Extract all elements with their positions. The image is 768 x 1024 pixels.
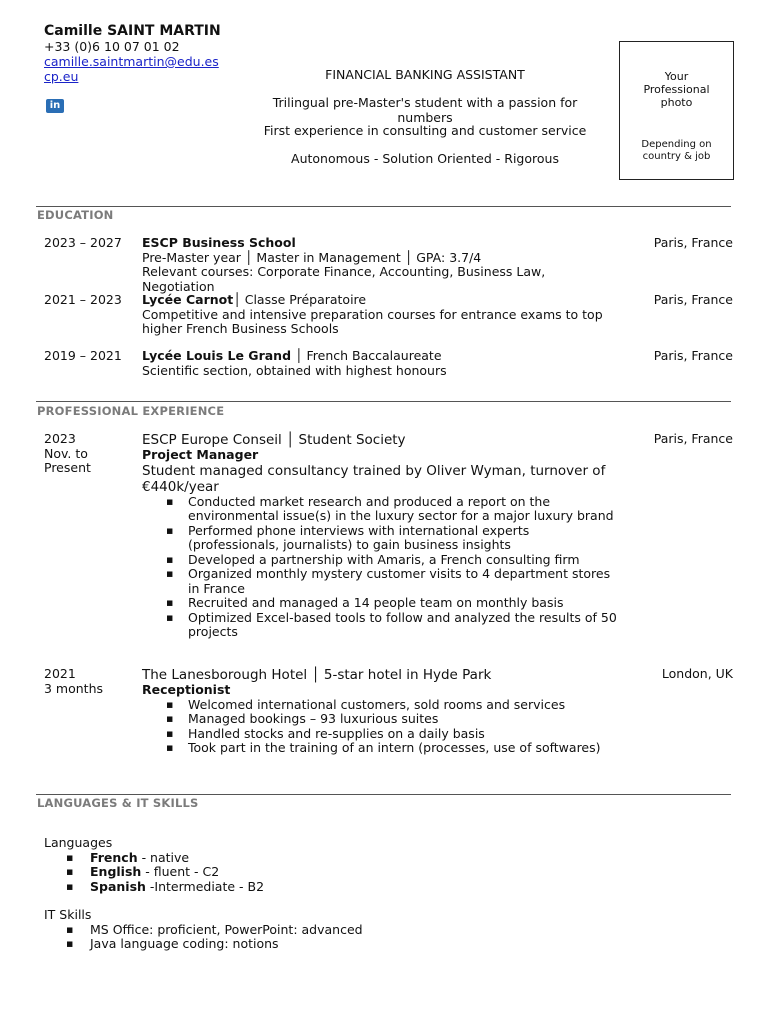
job-bullets (142, 495, 620, 640)
job-bullets (142, 698, 620, 756)
job-date: 2021 (44, 666, 76, 681)
edu-line: Relevant courses: Corporate Finance, Accounting, Business Law, Negotiation (142, 264, 546, 294)
languages-list (44, 851, 544, 895)
list-item (44, 851, 544, 866)
section-divider (36, 206, 731, 207)
edu-line: Scientific section, obtained with highest honours (142, 362, 447, 378)
job-date: 3 months (44, 680, 104, 696)
job-entry (142, 667, 620, 756)
it-skills-block (44, 908, 544, 952)
language-name: English (90, 864, 142, 879)
edu-location: Paris, France (653, 235, 733, 250)
list-item: ▪ Developed a partnership with Amaris, a French consulting firm (142, 553, 620, 568)
list-item (44, 880, 544, 895)
list-item: ▪ Optimized Excel-based tools to follow and analyzed the results of 50 projects (142, 611, 620, 640)
list-item: ▪ MS Office: proficient, PowerPoint: advanced (44, 923, 544, 938)
list-item: ▪ Recruited and managed a 14 people team on monthly basis (142, 596, 620, 611)
list-item: ▪ Managed bookings – 93 luxurious suites (142, 712, 620, 727)
edu-dates: 2023 – 2027 (44, 235, 122, 250)
edu-degree: │ Classe Préparatoire (233, 292, 367, 307)
job-location: Paris, France (653, 431, 733, 446)
job-entry (142, 432, 620, 640)
job-org: ESCP Europe Conseil │ Student Society (142, 432, 406, 448)
edu-line: higher French Business Schools (142, 321, 339, 336)
list-item: ▪ Java language coding: notions (44, 937, 544, 952)
tagline-1: Trilingual pre-Master's student with a passion for numbers (272, 95, 578, 125)
edu-school: Lycée Louis Le Grand (142, 348, 292, 363)
it-skills-list (44, 923, 544, 952)
languages-label: Languages (44, 835, 113, 850)
it-skills-label: IT Skills (44, 907, 92, 922)
edu-location: Paris, France (653, 348, 733, 363)
edu-line: Competitive and intensive preparation courses for entrance exams to top (142, 306, 603, 322)
job-org: The Lanesborough Hotel │ 5-star hotel in Hyde Park (142, 667, 492, 683)
list-item: ▪ Organized monthly mystery customer visits to 4 department stores in France (142, 567, 620, 596)
edu-dates: 2021 – 2023 (44, 292, 122, 307)
job-title: FINANCIAL BANKING ASSISTANT (325, 67, 525, 82)
photo-note: Depending on country & job (641, 139, 712, 162)
photo-placeholder (619, 41, 734, 180)
language-level: - fluent - C2 (141, 864, 220, 879)
edu-dates: 2019 – 2021 (44, 348, 122, 363)
qualities: Autonomous - Solution Oriented - Rigorous (291, 151, 559, 166)
language-level: - native (137, 849, 190, 865)
list-item: ▪ Conducted market research and produced a report on the environmental issue(s) in the luxury sector for a major luxury brand (142, 495, 620, 524)
edu-degree: │ French Baccalaureate (291, 348, 442, 363)
section-divider (36, 401, 731, 402)
language-level: -Intermediate - B2 (145, 878, 265, 894)
list-item: ▪ Took part in the training of an intern (processes, use of softwares) (142, 741, 620, 756)
edu-entry (142, 236, 612, 294)
photo-text: Your Professional photo (643, 70, 710, 109)
email-link[interactable] (44, 55, 219, 84)
edu-line: Pre-Master year │ Master in Management │ GPA: 3.7/4 (142, 249, 482, 265)
email-line-1[interactable]: camille.saintmartin@edu.es (44, 54, 219, 69)
list-item: ▪ Welcomed international customers, sold rooms and services (142, 698, 620, 713)
skills-heading: LANGUAGES & IT SKILLS (37, 796, 199, 810)
language-name: Spanish (90, 878, 146, 894)
job-date: Present (44, 460, 91, 475)
languages-block (44, 836, 544, 894)
list-item: ▪ Performed phone interviews with international experts (professionals, journalists) to gain business insights (142, 524, 620, 553)
edu-school: Lycée Carnot (142, 292, 234, 307)
job-dates (44, 432, 91, 476)
linkedin-icon[interactable]: in (46, 99, 64, 113)
phone-number: +33 (0)6 10 07 01 02 (44, 39, 180, 54)
language-name: French (90, 849, 138, 865)
job-date: 2023 (44, 431, 76, 446)
edu-entry (142, 293, 612, 337)
job-role: Receptionist (142, 682, 231, 697)
email-line-2[interactable]: cp.eu (44, 68, 79, 84)
job-summary: Student managed consultancy trained by Oliver Wyman, turnover of €440k/year (142, 462, 606, 495)
section-divider (36, 794, 731, 795)
candidate-name: Camille SAINT MARTIN (44, 23, 221, 39)
job-date: Nov. to (44, 445, 88, 461)
job-role: Project Manager (142, 447, 259, 462)
tagline-2: First experience in consulting and customer service (263, 123, 587, 138)
edu-location: Paris, France (653, 292, 733, 307)
job-dates (44, 667, 103, 696)
edu-entry (142, 349, 612, 378)
education-heading: EDUCATION (37, 208, 114, 222)
list-item (44, 865, 544, 880)
job-location: London, UK (661, 666, 733, 681)
list-item: ▪ Handled stocks and re-supplies on a daily basis (142, 727, 620, 742)
experience-heading: PROFESSIONAL EXPERIENCE (37, 404, 225, 418)
edu-school: ESCP Business School (142, 235, 296, 250)
